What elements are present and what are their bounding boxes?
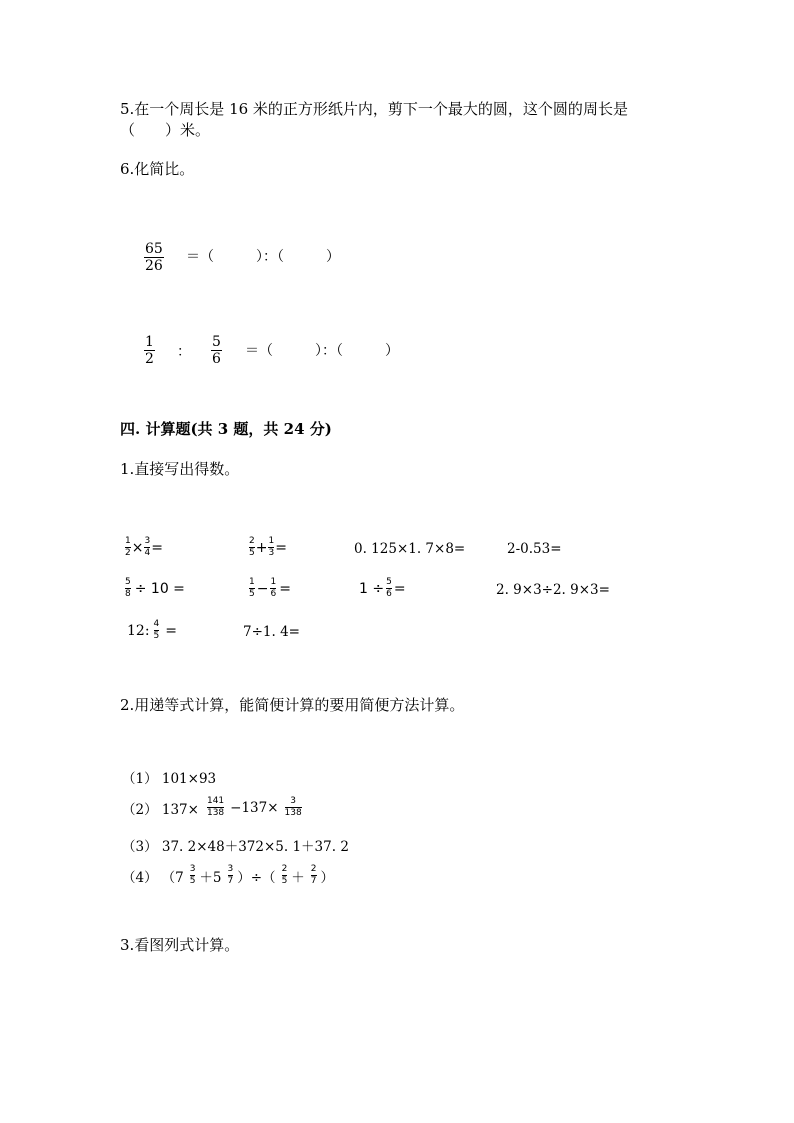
c1-expr-7: 1 ÷ $\frac{5}{6}$ = (359, 577, 406, 599)
q6-title: 6.化简比。 (120, 160, 195, 178)
c2-problem-2: （2） 137× $\frac{141}{138}$ −137× $\frac{3}{138}$ (122, 796, 302, 818)
c1-expr-9: 12: $\frac{4}{5}$ = (127, 619, 177, 641)
c1-title: 1.直接写出得数。 (120, 460, 240, 478)
c1-expr-4: 2-0.53= (507, 541, 562, 557)
c1-expr-1: $\frac{1}{2}$ × $\frac{3}{4}$ = (125, 536, 163, 558)
q6-r2-colon: ： (177, 344, 191, 360)
q6-r2-n1: 1 (145, 334, 154, 350)
c1-expr-2: $\frac{2}{5}$ + $\frac{1}{3}$ = (249, 536, 287, 558)
c1-expr-5: $\frac{5}{8}$ ÷ 10 = (125, 577, 185, 599)
q6-fraction-1 (144, 242, 164, 273)
q6-r2-d2: 6 (212, 351, 221, 367)
c3-title: 3.看图列式计算。 (120, 936, 240, 954)
c2-problem-3: （3） 37. 2×48＋372×5. 1＋37. 2 (122, 839, 349, 855)
c1-expr-10: 7÷1. 4= (243, 624, 300, 640)
q5-line1: 5.在一个周长是 16 米的正方形纸片内，剪下一个最大的圆，这个圆的周长是 (120, 100, 628, 118)
q5-line2: （ ）米。 (120, 121, 211, 139)
c2-problem-1: （1） 101×93 (122, 771, 217, 787)
q6-r2-n2: 5 (212, 334, 221, 350)
c1-expr-3: 0. 125×1. 7×8= (354, 541, 466, 557)
q6-r1-numerator: 65 (145, 241, 163, 257)
c2-title: 2.用递等式计算，能简便计算的要用简便方法计算。 (120, 696, 465, 714)
section-4-title: 四. 计算题(共 3 题，共 24 分) (120, 420, 332, 438)
q6-fraction-2a (144, 335, 155, 366)
c2-problem-4: （4） （7 $\frac{3}{5}$ ＋5 $\frac{3}{7}$ ）÷（ $\frac{2}{5}$ ＋ $\frac{2}{7}$ ） (122, 864, 335, 886)
q6-r1-denominator: 26 (145, 258, 163, 274)
c1-expr-8: 2. 9×3÷2. 9×3= (496, 582, 610, 598)
q6-r2-answer: ＝（ ）：（ ） (245, 343, 399, 359)
q6-fraction-2b (211, 335, 222, 366)
q6-r1-answer: ＝（ ）：（ ） (186, 249, 340, 265)
q6-r2-d1: 2 (145, 351, 154, 367)
c1-expr-6: $\frac{1}{5}$ − $\frac{1}{6}$ = (249, 577, 291, 599)
